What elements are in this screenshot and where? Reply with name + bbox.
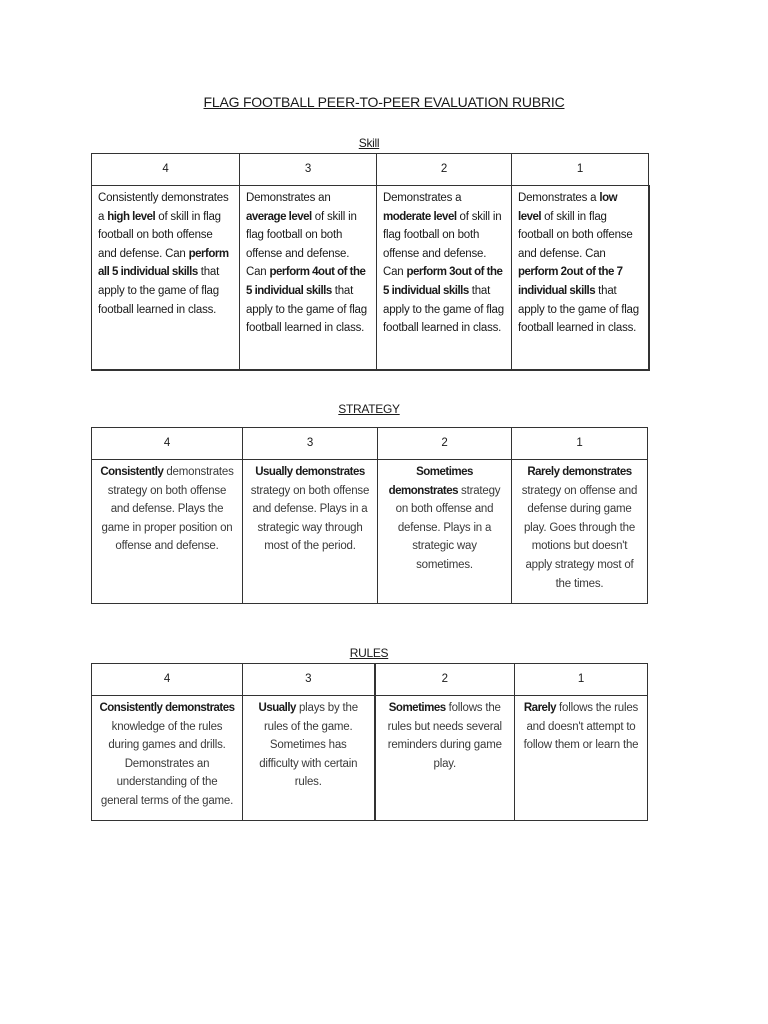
description-row [92, 460, 648, 604]
description-text: of skill in flag football on both offense and defense. Can [518, 210, 633, 260]
rules-score-1-description [515, 696, 647, 759]
description-text: strategy on offense and defense during game play. Goes through the motions but doesn't apply strategy most of the times. [521, 484, 638, 590]
score-header-row [92, 154, 649, 186]
rules-rubric-table [91, 663, 648, 821]
description-text: demonstrates strategy on both offense and defense. Plays the game in proper position on offense and defense. [101, 466, 234, 553]
description-text: knowledge of the rules during games and drills. Demonstrates an understanding of the general terms of the game. [100, 720, 234, 807]
score-4-header: 4 [92, 428, 243, 460]
emphasized-text: Sometimes [388, 702, 446, 714]
rules-score-2-description [376, 696, 515, 777]
score-3-header: 3 [240, 154, 377, 186]
rules-score-4-cell [92, 696, 243, 821]
emphasized-text: Usually demonstrates [255, 466, 365, 478]
description-text: of skill in flag football on both offense and defense. Can [246, 210, 357, 279]
description-text: Demonstrates a [518, 192, 600, 204]
emphasized-text: Sometimes demonstrates [388, 466, 473, 497]
description-text: of skill in flag football on both offense and defense. Can [383, 210, 502, 279]
strategy-score-3-cell [243, 460, 378, 604]
strategy-rubric-table [91, 427, 648, 604]
description-text: strategy on both offense and defense. Plays in a strategic way through most of the period. [250, 484, 370, 553]
strategy-score-3-description [243, 460, 377, 560]
emphasized-text: Consistently [100, 466, 164, 478]
section-heading-strategy: STRATEGY [338, 402, 400, 416]
description-text: of skill in flag football on both offense and defense. Can [98, 210, 221, 260]
emphasized-text: Usually [258, 702, 296, 714]
description-text: plays by the rules of the game. Sometimes has difficulty with certain rules. [259, 702, 358, 789]
strategy-score-1-cell [512, 460, 648, 604]
skill-score-1-cell [512, 186, 649, 371]
strategy-score-1-description [512, 460, 647, 597]
skill-score-2-cell [377, 186, 512, 371]
description-text: follows the rules but needs several reminders during game play. [387, 702, 502, 770]
description-row [92, 186, 649, 371]
emphasized-text: high level [107, 210, 156, 223]
emphasized-text: average level [246, 210, 312, 223]
skill-rubric-table [91, 153, 650, 371]
section-heading-skill: Skill [358, 136, 380, 150]
skill-score-2-description [377, 186, 511, 342]
skill-score-3-description [240, 186, 376, 342]
score-3-header: 3 [243, 664, 375, 696]
score-1-header: 1 [515, 664, 648, 696]
rules-score-3-cell [243, 696, 375, 821]
score-2-header: 2 [377, 154, 512, 186]
skill-score-3-cell [240, 186, 377, 371]
emphasized-text: perform 2out of the 7 individual skills [518, 266, 623, 297]
emphasized-text: Rarely [523, 702, 557, 714]
rules-score-1-cell [515, 696, 648, 821]
strategy-score-2-cell [378, 460, 512, 604]
score-header-row [92, 428, 648, 460]
score-2-header: 2 [378, 428, 512, 460]
score-1-header: 1 [512, 154, 649, 186]
strategy-score-2-description [378, 460, 511, 579]
description-text: Demonstrates a [383, 192, 462, 204]
score-2-header: 2 [375, 664, 515, 696]
description-text: that apply to the game of flag football learned in class. [98, 266, 220, 316]
strategy-score-4-description [92, 460, 242, 560]
emphasized-text: perform 4out of the 5 individual skills [246, 266, 366, 297]
emphasized-text: low level [518, 192, 618, 223]
skill-score-4-cell [92, 186, 240, 371]
document-title: FLAG FOOTBALL PEER-TO-PEER EVALUATION RUBRIC [203, 94, 565, 110]
section-heading-rules: RULES [349, 646, 389, 660]
emphasized-text: Consistently demonstrates [99, 702, 235, 714]
emphasized-text: moderate level [383, 210, 457, 223]
score-4-header: 4 [92, 154, 240, 186]
description-text: Demonstrates an [246, 192, 331, 204]
description-text: strategy on both offense and defense. Plays in a strategic way sometimes. [395, 484, 501, 571]
rules-score-2-cell [375, 696, 515, 821]
score-1-header: 1 [512, 428, 648, 460]
description-text: Consistently demonstrates a [98, 192, 229, 223]
description-text: that apply to the game of flag football learned in class. [383, 284, 504, 335]
rules-score-3-description [243, 696, 374, 796]
rules-score-4-description [92, 696, 242, 815]
strategy-score-4-cell [92, 460, 243, 604]
score-header-row [92, 664, 648, 696]
description-text: that apply to the game of flag football learned in class. [518, 284, 639, 335]
emphasized-text: perform all 5 individual skills [98, 247, 229, 279]
skill-score-4-description [92, 186, 239, 323]
description-row [92, 696, 648, 821]
description-text: that apply to the game of flag football learned in class. [246, 284, 367, 335]
skill-score-1-description [512, 186, 648, 342]
emphasized-text: perform 3out of the 5 individual skills [383, 266, 503, 297]
emphasized-text: Rarely demonstrates [527, 466, 632, 478]
description-text: follows the rules and doesn't attempt to follow them or learn the [523, 702, 639, 752]
score-4-header: 4 [92, 664, 243, 696]
score-3-header: 3 [243, 428, 378, 460]
